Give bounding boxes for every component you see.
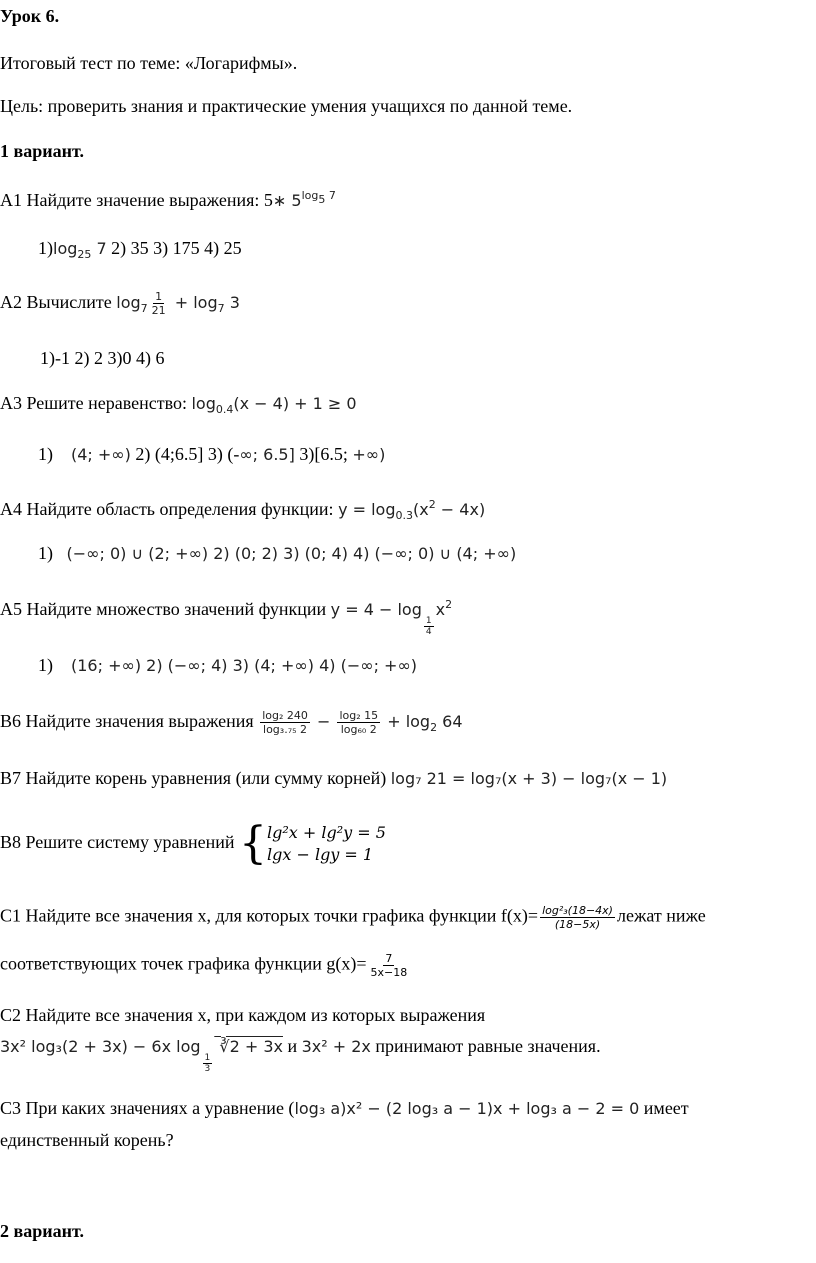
question-c3-line2: единственный корень? (0, 1130, 174, 1150)
a2-options: 1)-1 2) 2 3)0 4) 6 (40, 348, 165, 368)
b8-system: lg²x + lg²y = 5 lgx − lgy = 1 (266, 822, 386, 864)
test-title: Итоговый тест по теме: «Логарифмы». (0, 53, 298, 73)
question-b7: В7 Найдите корень уравнения (или сумму корней) log₇ 21 = log₇(x + 3) − log₇(x − 1) (0, 768, 668, 788)
a5-options: 1) (16; +∞) 2) (−∞; 4) 3) (4; +∞) 4) (−∞; +∞) (38, 655, 418, 675)
a5-function: y = 4 − log $\frac{1}{4}$ $x^2$ (330, 598, 453, 637)
question-c2-line2: 3x² log₃(2 + 3x) − 6x log $\frac{1}{3}$ ∛2 + 3x и 3x² + 2x принимают равные значения. (0, 1036, 601, 1074)
c2-log-base: $\frac{1}{3}$ (204, 1053, 211, 1074)
variant-1-heading: 1 вариант. (0, 141, 84, 161)
question-c2: С2 Найдите все значения х, при каждом из которых выражения (0, 1005, 486, 1025)
lesson-heading: Урок 6. (0, 6, 60, 26)
a1-options: $1)\log_{25}$ 7 2) 35 3) 175 4) 25 (38, 238, 242, 261)
b7-equation: log₇ 21 = log₇(x + 3) − log₇(x − 1) (390, 769, 668, 788)
question-c1-line2: соответствующих точек графика функции g(x)= $\frac{7}{5x-18}$ (0, 952, 408, 979)
question-a5: А5 Найдите множество значений функции y = 4 − log $\frac{1}{4}$ $x^2$ (0, 598, 453, 637)
question-a2: А2 Вычислите $\log_7$ $\frac{1}{21}$ + $\log_7 3$ (0, 290, 240, 317)
question-a4: А4 Найдите область определения функции: $y = \log_{0.3}(x^2 - 4x)$ (0, 498, 486, 522)
question-b6: В6 Найдите значения выражения $\frac{\text{log₂ 240}}{\text{log₃.₇₅ 2}}$ − $\frac{\text{log₂ 15}}{\text{log₆₀ 2}}$ + $\log_2 64$ (0, 709, 463, 736)
c3-equation: log₃ a)x² − (2 log₃ a − 1)x + log₃ a − 2 = 0 (294, 1099, 640, 1118)
question-c3: С3 При каких значениях а уравнение (log₃ a)x² − (2 log₃ a − 1)x + log₃ a − 2 = 0 имеет (0, 1098, 689, 1118)
question-b8: В8 Решите систему уравнений { lg²x + lg²y = 5 lgx − lgy = 1 (0, 817, 386, 869)
c2-expression-1: 3x² log₃(2 + 3x) − 6x log $\frac{1}{3}$ ∛2 + 3x (0, 1037, 283, 1074)
b6-fraction-2: $\frac{\text{log₂ 15}}{\text{log₆₀ 2}}$ (339, 709, 379, 736)
a4-options: 1) (−∞; 0) ∪ (2; +∞) 2) (0; 2) 3) (0; 4) 4) (−∞; 0) ∪ (4; +∞) (38, 543, 517, 563)
b6-expression: $\frac{\text{log₂ 240}}{\text{log₃.₇₅ 2}}$ − $\frac{\text{log₂ 15}}{\text{log₆₀ 2}}$ + $\log_2 64$ (262, 709, 463, 736)
a2-expression: $\log_7$ $\frac{1}{21}$ + $\log_7 3$ (116, 290, 240, 317)
c2-expression-2: 3x² + 2x (301, 1037, 371, 1056)
b6-fraction-1: $\frac{\text{log₂ 240}}{\text{log₃.₇₅ 2}}$ (262, 709, 308, 736)
question-a3: А3 Решите неравенство: $\log_{0.4}(x - 4) + 1 \ge 0$ (0, 393, 357, 416)
a4-function: $y = \log_{0.3}(x^2 - 4x)$ (338, 498, 486, 522)
a3-inequality: $\log_{0.4}(x - 4) + 1 \ge 0$ (191, 394, 357, 416)
question-c1: С1 Найдите все значения х, для которых точки графика функции f(x)= $\frac{\text{log²₃(18−4x)}}{(18-5x)}$ лежат ниже (0, 904, 706, 931)
a5-log-base: $\frac{1}{4}$ (425, 616, 432, 637)
a1-option1-math: $\log_{25} 7$ (53, 239, 107, 261)
a3-options: 1) (4; +∞) 2) (4;6.5] 3) (-∞; 6.5] 3)[6.5; +∞) (38, 444, 386, 464)
a2-fraction: $\frac{1}{21}$ (151, 290, 166, 317)
question-a1: А1 Найдите значение выражения: 5∗ $5^{log_5 7}$ (0, 189, 336, 210)
c1-f-fraction: $\frac{\text{log²₃(18−4x)}}{(18-5x)}$ (542, 904, 613, 931)
a1-expression: ∗ $5^{log_5 7}$ (272, 189, 336, 210)
system-brace: { (238, 817, 267, 869)
variant-2-heading: 2 вариант. (0, 1221, 84, 1241)
test-goal: Цель: проверить знания и практические умения учащихся по данной теме. (0, 96, 573, 116)
c1-g-fraction: $\frac{7}{5x-18}$ (370, 952, 408, 979)
